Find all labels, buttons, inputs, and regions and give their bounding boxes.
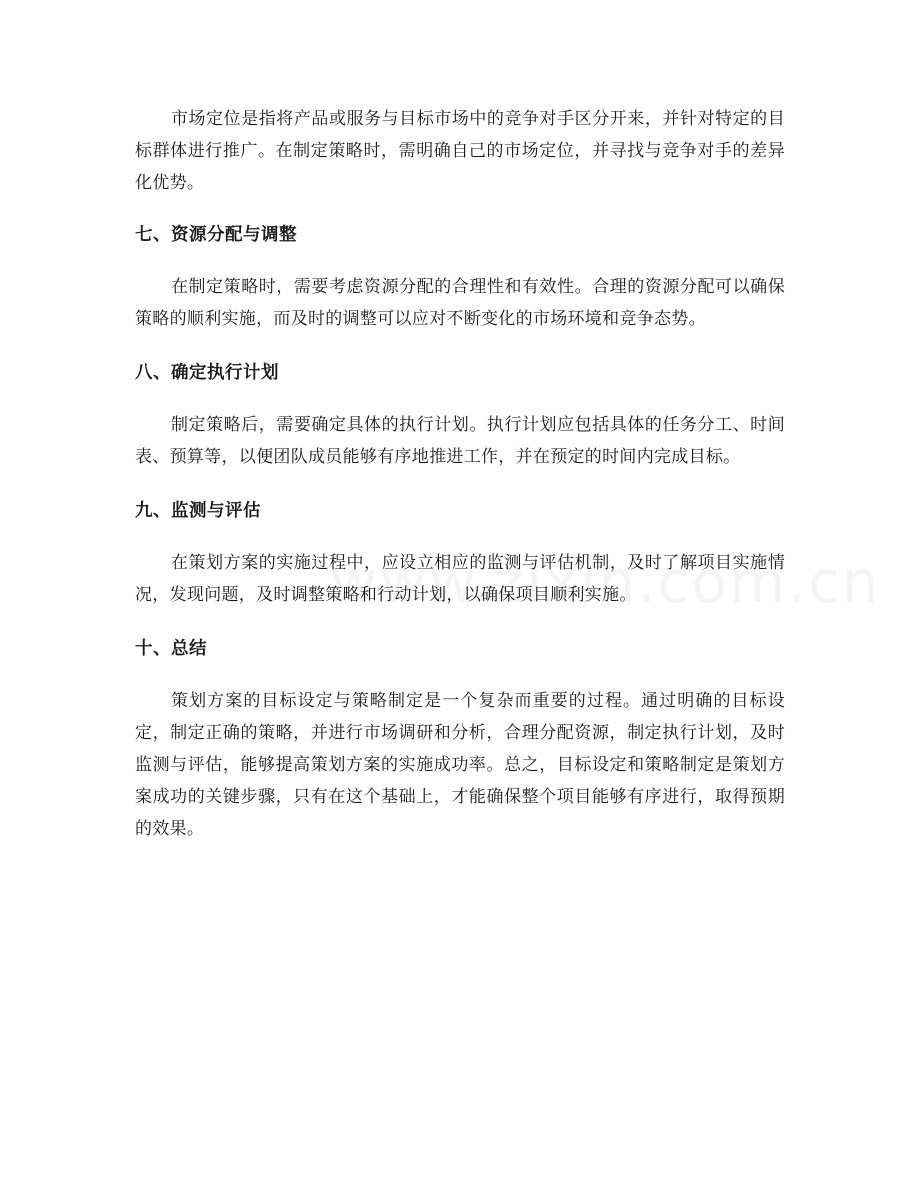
section-heading-summary: 十、总结: [135, 639, 207, 659]
paragraph-summary: 策划方案的目标设定与策略制定是一个复杂而重要的过程。通过明确的目标设定，制定正确的策略，并进行市场调研和分析，合理分配资源，制定执行计划，及时监测与评估，能够提高策划方案的实施成功率。总之，目标设定和策略制定是策划方案成功的关键步骤，只有在这个基础上，才能确保整个项目能够有序进行，取得预期的效果。: [135, 691, 785, 839]
paragraph-resource-allocation: 在制定策略时，需要考虑资源分配的合理性和有效性。合理的资源分配可以确保策略的顺利实施，而及时的调整可以应对不断变化的市场环境和竞争态势。: [135, 277, 785, 329]
section-heading-monitoring-evaluation: 九、监测与评估: [135, 501, 261, 521]
paragraph-monitoring-evaluation: 在策划方案的实施过程中，应设立相应的监测与评估机制，及时了解项目实施情况，发现问题，及时调整策略和行动计划，以确保项目顺利实施。: [135, 553, 785, 605]
section-heading-execution-plan: 八、确定执行计划: [135, 363, 279, 383]
section-heading-resource-allocation: 七、资源分配与调整: [135, 225, 297, 245]
paragraph-market-positioning: 市场定位是指将产品或服务与目标市场中的竞争对手区分开来，并针对特定的目标群体进行推广。在制定策略时，需明确自己的市场定位，并寻找与竞争对手的差异化优势。: [135, 109, 785, 193]
paragraph-execution-plan: 制定策略后，需要确定具体的执行计划。执行计划应包括具体的任务分工、时间表、预算等，以便团队成员能够有序地推进工作，并在预定的时间内完成目标。: [135, 415, 785, 467]
